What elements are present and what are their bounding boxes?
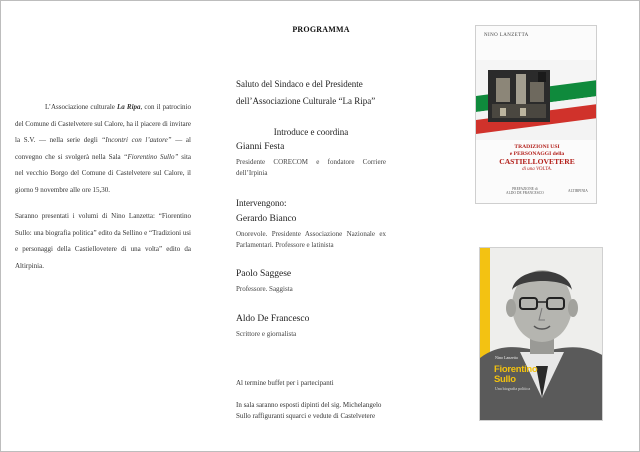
book-preface: PREFAZIONE di ALDO DE FRANCESCO xyxy=(506,187,544,196)
speaker-saggese xyxy=(236,269,386,295)
invitation-paragraph: L’Associazione culturale La Ripa, con il patrocinio del Comune di Castelvetere sul Calore, ha il piacere di invitare la S.V. — nella serie degli “Incontri con l’autore” — al convegno che si svolgerà nella Sala “Fiorentino Sullo” sita nel vecchio Borgo del Comune di Castelvetere sul Calore, il giorno 9 novembre alle ore 15,30. xyxy=(15,103,192,194)
invitation-text xyxy=(15,99,191,284)
book-cover-fiorentino-sullo xyxy=(479,247,603,421)
book-cover-tradizioni xyxy=(475,25,597,204)
speaker-defrancesco xyxy=(236,314,386,340)
speaker-role: Scrittore e giornalista xyxy=(236,330,297,338)
speaker-role: Onorevole. Presidente Associazione Nazionale ex Parlamentari. Professore e latinista xyxy=(236,230,386,249)
speaker-role: Presidente CORECOM e fondatore Corriere dell’Irpinia xyxy=(236,158,386,177)
book-publisher: ALTIRPINIA xyxy=(568,189,588,193)
book-author: NINO LANZETTA xyxy=(484,33,529,38)
hall-name: “Fiorentino Sullo” xyxy=(123,152,179,161)
speaker-name: Gerardo Bianco xyxy=(236,214,297,224)
series-name: “Incontri con l’autore” xyxy=(101,136,172,144)
speaker-role: Professore. Saggista xyxy=(236,285,293,293)
speaker-festa xyxy=(236,142,386,178)
page-title: PROGRAMMA xyxy=(292,25,350,34)
closing-notes xyxy=(236,378,386,422)
speaker-name: Aldo De Francesco xyxy=(236,314,310,324)
introduces-heading: Introduce e coordina xyxy=(273,127,349,137)
interventions-heading: Intervengono: xyxy=(236,198,287,208)
portrait-photo xyxy=(480,248,603,421)
greeting-line: Saluto del Sindaco e del Presidente dell’Associazione Culturale “La Ripa” xyxy=(236,79,376,106)
buffet-note: Al termine buffet per i partecipanti xyxy=(236,379,334,387)
association-name: La Ripa xyxy=(117,103,141,111)
exhibit-note: In sala saranno esposti dipinti del sig. Michelangelo Sullo raffiguranti squarci e vedute di Castelvetere xyxy=(236,401,382,420)
speaker-name: Paolo Saggese xyxy=(236,269,292,279)
speaker-name: Gianni Festa xyxy=(236,142,285,152)
book-subtitle: Una biografia politica xyxy=(495,386,531,391)
books-paragraph: Saranno presentati i volumi di Nino Lanzetta: “Fiorentino Sullo: una biografia politica” edito da Sellino e “Tradizioni usi e personaggi della Castiellovetere di una volta” edito da Altirpinia. xyxy=(15,212,191,270)
book-author: Nino Lanzetta xyxy=(495,355,518,360)
village-photo xyxy=(476,60,597,140)
book-title: Fiorentino Sullo xyxy=(494,364,538,385)
book-title: TRADIZIONI USI e PERSONAGGI della CASTIELLOVETERE di una VOLTA. xyxy=(499,144,575,172)
speaker-bianco xyxy=(236,214,386,250)
